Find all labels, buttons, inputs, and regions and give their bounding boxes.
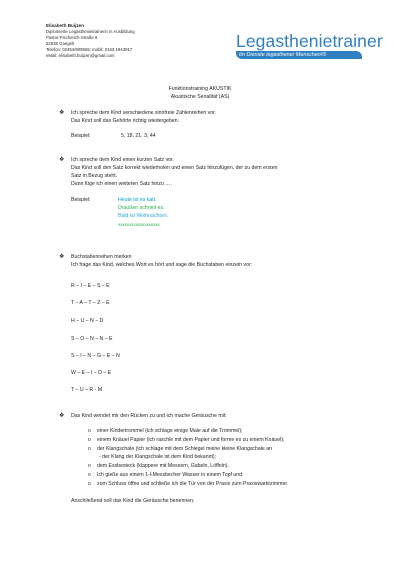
section2-example-4: xxxxxxxxxxxxxxxxxxx <box>118 222 160 227</box>
letterhead <box>46 23 206 60</box>
bullet-diamond-icon: ❖ <box>59 254 65 260</box>
legasthenietrainer-logo <box>236 31 383 60</box>
bullet-diamond-icon: ❖ <box>59 157 65 163</box>
noise-item-4: dem Essbesteck (klappere mit Messern, Gabeln, Löffeln). <box>97 463 229 469</box>
word-spelling-6: W – E – I – D – E <box>71 370 112 376</box>
section4-closing: Anschließend soll das Kind die Geräusche benennen. <box>71 498 195 504</box>
section2-line4: Dann füge ich einen weiteren Satz hinzu …. <box>71 181 172 187</box>
section2-line1: Ich spreche dem Kind einen kurzen Satz vor. <box>71 157 174 163</box>
logo-tagline: Im Dienste legasthener Menschen!® <box>239 51 327 58</box>
section1-line1: Ich spreche dem Kind verschiedene sinnfreie Zahlenreihen vor. <box>71 110 217 116</box>
sub-bullet-circle-icon: o <box>88 481 91 487</box>
sub-bullet-circle-icon: o <box>88 437 91 443</box>
section2-example-label: Beispiel: <box>71 197 91 203</box>
section2-line2: Das Kind soll den Satz korrekt wiederholen und einen Satz hinzufügen, der zu dem ersten <box>71 165 278 171</box>
document-title: Funktionstraining AKUSTIK <box>168 86 232 92</box>
word-spelling-3: H – U – N – D <box>71 318 104 324</box>
word-spelling-5: S – I – N – G – E – N <box>71 353 120 359</box>
letterhead-phone: Telefon: 02454/909565; mobil: 0163 1843917 <box>46 47 133 53</box>
sub-bullet-circle-icon: o <box>88 472 91 478</box>
noise-item-3: der Klangschale (ich schlage mit dem Schlegel meine kleine Klangschale an <box>97 446 273 452</box>
word-spelling-1: R – I – E – S – E <box>71 283 110 289</box>
section3-line1: Buchstabenreihen merken <box>71 254 132 260</box>
logo-wordmark: Legasthenietrainer <box>236 31 383 51</box>
section1-example-value: 5, 18, 21, 3, 44 <box>121 133 156 139</box>
section2-example-1: Heute ist es kalt. <box>118 197 157 203</box>
letterhead-email: eMail: elisabeth.buijzen@gmail.com <box>46 53 115 59</box>
section4-line1: Das Kind wendet mir den Rücken zu und ich mache Geräusche mit: <box>71 413 227 419</box>
noise-item-2: einem Knäuel Papier (ich raschle mit dem Papier und forme es zu einem Knäuel); <box>97 437 285 443</box>
word-spelling-4: S – O – N – N – E <box>71 336 113 342</box>
sub-bullet-circle-icon: o <box>88 463 91 469</box>
section3-line2: Ich frage das Kind, welches Wort es hört und sage die Buchstaben einzeln vor: <box>71 262 252 268</box>
sub-bullet-circle-icon: o <box>88 428 91 434</box>
letterhead-city: 52538 Gangelt <box>46 41 75 47</box>
section1-line2: Das Kind soll das Gehörte richtig wiedergeben. <box>71 118 180 124</box>
bullet-diamond-icon: ❖ <box>59 110 65 116</box>
noise-item-6: zum Schluss öffne und schließe ich die Tür von der Praxis zum Praxiswartezimmer. <box>97 481 289 487</box>
bullet-diamond-icon: ❖ <box>59 413 65 419</box>
noise-item-1: einer Kindertrommel (ich schlage einige Male auf die Trommel); <box>97 428 243 434</box>
letterhead-role: Diplomierte Legasthenietrainerin in Ausbildung <box>46 29 135 35</box>
section2-example-2: Draußen schneit es. <box>118 205 165 211</box>
noise-item-5: Ich gieße aus einem 1-l-Messbecher Wasser in einem Topf und <box>97 472 243 478</box>
section1-example-label: Beispiel: <box>71 133 91 139</box>
word-spelling-7: T – U – R - M <box>71 387 103 393</box>
letterhead-name: Elisabeth Buijzen <box>46 23 85 28</box>
noise-item-3-continuation: - der Klang der Klangschale ist dem Kind bekannt); <box>99 454 217 460</box>
section2-example-3: Bald ist Weihnachten. <box>118 213 169 219</box>
sub-bullet-circle-icon: o <box>88 446 91 452</box>
document-subtitle: Akustische Serialität (AS) <box>170 94 230 100</box>
section2-line3: Satz in Bezug steht. <box>71 173 118 179</box>
letterhead-street: Pastor-Fischerich-Straße 9 <box>46 35 98 41</box>
word-spelling-2: T – A – T – Z – E <box>71 300 110 306</box>
